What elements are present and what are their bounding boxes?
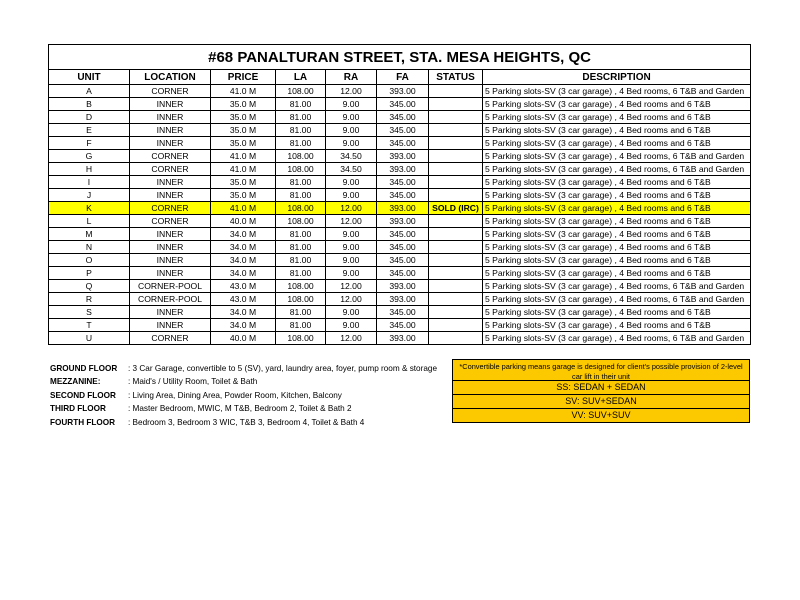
cell-status xyxy=(429,98,483,111)
cell-fa: 345.00 xyxy=(377,319,429,332)
cell-description: 5 Parking slots-SV (3 car garage) , 4 Bed rooms and 6 T&B xyxy=(483,202,751,215)
floor-value: : Master Bedroom, MWIC, M T&B, Bedroom 2, Toilet & Bath 2 xyxy=(128,404,352,414)
cell-unit: S xyxy=(49,306,130,319)
cell-status xyxy=(429,137,483,150)
column-header: FA xyxy=(377,70,429,85)
cell-status xyxy=(429,267,483,280)
price-list-sheet xyxy=(48,44,750,345)
cell-price: 35.0 M xyxy=(211,98,276,111)
cell-ra: 9.00 xyxy=(326,228,377,241)
cell-ra: 9.00 xyxy=(326,111,377,124)
cell-description: 5 Parking slots-SV (3 car garage) , 4 Bed rooms and 6 T&B xyxy=(483,319,751,332)
cell-location: CORNER xyxy=(130,85,211,98)
cell-ra: 9.00 xyxy=(326,124,377,137)
cell-status xyxy=(429,241,483,254)
cell-fa: 393.00 xyxy=(377,150,429,163)
cell-price: 41.0 M xyxy=(211,163,276,176)
cell-description: 5 Parking slots-SV (3 car garage) , 4 Bed rooms and 6 T&B xyxy=(483,254,751,267)
cell-location: CORNER xyxy=(130,332,211,345)
cell-unit: T xyxy=(49,319,130,332)
page-title: #68 PANALTURAN STREET, STA. MESA HEIGHTS, QC xyxy=(49,45,751,70)
floor-label: GROUND FLOOR xyxy=(50,364,118,373)
cell-la: 81.00 xyxy=(276,228,326,241)
cell-fa: 345.00 xyxy=(377,176,429,189)
cell-location: INNER xyxy=(130,254,211,267)
cell-price: 35.0 M xyxy=(211,176,276,189)
cell-ra: 9.00 xyxy=(326,254,377,267)
column-header: LOCATION xyxy=(130,70,211,85)
column-header: DESCRIPTION xyxy=(483,70,751,85)
cell-la: 81.00 xyxy=(276,137,326,150)
cell-unit: E xyxy=(49,124,130,137)
legend-item-vv: VV: SUV+SUV xyxy=(452,409,750,423)
cell-ra: 12.00 xyxy=(326,85,377,98)
floor-label: THIRD FLOOR xyxy=(50,404,106,414)
table-row xyxy=(49,306,751,319)
cell-unit: H xyxy=(49,163,130,176)
table-row xyxy=(49,293,751,306)
floor-label: MEZZANINE: xyxy=(50,377,101,387)
cell-la: 108.00 xyxy=(276,163,326,176)
cell-la: 81.00 xyxy=(276,241,326,254)
cell-location: INNER xyxy=(130,137,211,150)
cell-status xyxy=(429,150,483,163)
cell-location: CORNER-POOL xyxy=(130,293,211,306)
cell-fa: 345.00 xyxy=(377,137,429,150)
cell-la: 81.00 xyxy=(276,189,326,202)
cell-fa: 345.00 xyxy=(377,267,429,280)
cell-description: 5 Parking slots-SV (3 car garage) , 4 Bed rooms and 6 T&B xyxy=(483,98,751,111)
floor-value: : 3 Car Garage, convertible to 5 (SV), yard, laundry area, foyer, pump room & storage xyxy=(128,364,437,373)
cell-ra: 12.00 xyxy=(326,332,377,345)
cell-fa: 393.00 xyxy=(377,163,429,176)
cell-price: 41.0 M xyxy=(211,202,276,215)
cell-unit: R xyxy=(49,293,130,306)
cell-price: 34.0 M xyxy=(211,319,276,332)
table-row xyxy=(49,228,751,241)
cell-status xyxy=(429,332,483,345)
cell-la: 81.00 xyxy=(276,98,326,111)
cell-price: 40.0 M xyxy=(211,332,276,345)
cell-ra: 9.00 xyxy=(326,98,377,111)
cell-status xyxy=(429,189,483,202)
cell-price: 35.0 M xyxy=(211,137,276,150)
cell-status xyxy=(429,111,483,124)
cell-unit: F xyxy=(49,137,130,150)
cell-unit: J xyxy=(49,189,130,202)
cell-status xyxy=(429,124,483,137)
header-row xyxy=(49,70,751,85)
cell-la: 108.00 xyxy=(276,215,326,228)
cell-description: 5 Parking slots-SV (3 car garage) , 4 Bed rooms and 6 T&B xyxy=(483,228,751,241)
cell-unit: Q xyxy=(49,280,130,293)
convertible-parking-note: *Convertible parking means garage is designed for client's possible provision of 2-level car lift in their unit xyxy=(452,359,750,381)
cell-description: 5 Parking slots-SV (3 car garage) , 4 Bed rooms and 6 T&B xyxy=(483,124,751,137)
cell-location: INNER xyxy=(130,228,211,241)
cell-fa: 393.00 xyxy=(377,202,429,215)
table-row xyxy=(49,319,751,332)
cell-status xyxy=(429,306,483,319)
column-header: LA xyxy=(276,70,326,85)
cell-ra: 9.00 xyxy=(326,267,377,280)
cell-location: CORNER xyxy=(130,150,211,163)
cell-unit: M xyxy=(49,228,130,241)
floor-label: FOURTH FLOOR xyxy=(50,417,116,427)
cell-location: INNER xyxy=(130,267,211,280)
column-header: STATUS xyxy=(429,70,483,85)
cell-description: 5 Parking slots-SV (3 car garage) , 4 Bed rooms and 6 T&B xyxy=(483,176,751,189)
cell-status xyxy=(429,176,483,189)
cell-status xyxy=(429,319,483,332)
cell-ra: 12.00 xyxy=(326,280,377,293)
cell-fa: 393.00 xyxy=(377,293,429,306)
parking-legend xyxy=(452,359,750,423)
cell-location: CORNER xyxy=(130,215,211,228)
table-row xyxy=(49,254,751,267)
cell-fa: 393.00 xyxy=(377,85,429,98)
table-row xyxy=(49,176,751,189)
cell-location: INNER xyxy=(130,111,211,124)
cell-ra: 12.00 xyxy=(326,215,377,228)
cell-price: 35.0 M xyxy=(211,124,276,137)
cell-fa: 345.00 xyxy=(377,189,429,202)
cell-price: 41.0 M xyxy=(211,85,276,98)
cell-location: INNER xyxy=(130,98,211,111)
table-row xyxy=(49,163,751,176)
cell-price: 41.0 M xyxy=(211,150,276,163)
floor-row xyxy=(50,362,437,375)
floor-row xyxy=(50,416,437,429)
cell-fa: 345.00 xyxy=(377,241,429,254)
cell-status xyxy=(429,280,483,293)
cell-description: 5 Parking slots-SV (3 car garage) , 4 Bed rooms, 6 T&B and Garden xyxy=(483,293,751,306)
cell-ra: 12.00 xyxy=(326,293,377,306)
column-header: RA xyxy=(326,70,377,85)
units-table xyxy=(48,44,751,345)
cell-status xyxy=(429,215,483,228)
table-row xyxy=(49,189,751,202)
cell-price: 43.0 M xyxy=(211,293,276,306)
cell-unit: P xyxy=(49,267,130,280)
floor-value: : Bedroom 3, Bedroom 3 WIC, T&B 3, Bedroom 4, Toilet & Bath 4 xyxy=(128,417,365,427)
cell-unit: D xyxy=(49,111,130,124)
cell-ra: 34.50 xyxy=(326,150,377,163)
column-header: PRICE xyxy=(211,70,276,85)
cell-status xyxy=(429,163,483,176)
cell-status xyxy=(429,254,483,267)
cell-description: 5 Parking slots-SV (3 car garage) , 4 Bed rooms, 6 T&B and Garden xyxy=(483,332,751,345)
table-row xyxy=(49,111,751,124)
cell-unit: A xyxy=(49,85,130,98)
cell-description: 5 Parking slots-SV (3 car garage) , 4 Bed rooms and 6 T&B xyxy=(483,215,751,228)
cell-description: 5 Parking slots-SV (3 car garage) , 4 Bed rooms and 6 T&B xyxy=(483,111,751,124)
cell-ra: 9.00 xyxy=(326,176,377,189)
cell-la: 81.00 xyxy=(276,111,326,124)
cell-fa: 393.00 xyxy=(377,280,429,293)
cell-fa: 345.00 xyxy=(377,124,429,137)
cell-price: 34.0 M xyxy=(211,241,276,254)
floor-row xyxy=(50,402,437,415)
cell-ra: 9.00 xyxy=(326,241,377,254)
cell-fa: 345.00 xyxy=(377,98,429,111)
cell-status: SOLD (IRC) xyxy=(429,202,483,215)
cell-price: 35.0 M xyxy=(211,189,276,202)
cell-la: 108.00 xyxy=(276,150,326,163)
cell-ra: 9.00 xyxy=(326,319,377,332)
cell-la: 81.00 xyxy=(276,254,326,267)
cell-description: 5 Parking slots-SV (3 car garage) , 4 Bed rooms, 6 T&B and Garden xyxy=(483,163,751,176)
cell-fa: 393.00 xyxy=(377,332,429,345)
cell-price: 43.0 M xyxy=(211,280,276,293)
table-row xyxy=(49,215,751,228)
table-row xyxy=(49,241,751,254)
cell-location: CORNER xyxy=(130,163,211,176)
floor-row xyxy=(50,389,437,402)
cell-fa: 345.00 xyxy=(377,306,429,319)
cell-location: INNER xyxy=(130,189,211,202)
cell-description: 5 Parking slots-SV (3 car garage) , 4 Bed rooms, 6 T&B and Garden xyxy=(483,150,751,163)
cell-la: 81.00 xyxy=(276,306,326,319)
cell-location: CORNER-POOL xyxy=(130,280,211,293)
cell-unit: G xyxy=(49,150,130,163)
cell-unit: O xyxy=(49,254,130,267)
cell-fa: 345.00 xyxy=(377,254,429,267)
cell-status xyxy=(429,293,483,306)
cell-la: 81.00 xyxy=(276,176,326,189)
table-row xyxy=(49,267,751,280)
cell-unit: I xyxy=(49,176,130,189)
cell-ra: 9.00 xyxy=(326,137,377,150)
cell-description: 5 Parking slots-SV (3 car garage) , 4 Bed rooms, 6 T&B and Garden xyxy=(483,280,751,293)
cell-price: 34.0 M xyxy=(211,267,276,280)
table-row xyxy=(49,124,751,137)
cell-la: 108.00 xyxy=(276,85,326,98)
table-row xyxy=(49,85,751,98)
cell-fa: 393.00 xyxy=(377,215,429,228)
legend-item-sv: SV: SUV+SEDAN xyxy=(452,395,750,409)
cell-status xyxy=(429,85,483,98)
cell-description: 5 Parking slots-SV (3 car garage) , 4 Bed rooms and 6 T&B xyxy=(483,137,751,150)
floor-descriptions xyxy=(50,362,437,429)
floor-value: : Maid's / Utility Room, Toilet & Bath xyxy=(128,377,258,387)
cell-la: 108.00 xyxy=(276,202,326,215)
table-row xyxy=(49,280,751,293)
cell-price: 34.0 M xyxy=(211,228,276,241)
cell-la: 108.00 xyxy=(276,293,326,306)
cell-unit: K xyxy=(49,202,130,215)
cell-price: 34.0 M xyxy=(211,306,276,319)
cell-la: 108.00 xyxy=(276,280,326,293)
cell-la: 81.00 xyxy=(276,267,326,280)
floor-label: SECOND FLOOR xyxy=(50,390,116,400)
table-row xyxy=(49,332,751,345)
table-row xyxy=(49,137,751,150)
cell-ra: 34.50 xyxy=(326,163,377,176)
cell-description: 5 Parking slots-SV (3 car garage) , 4 Bed rooms and 6 T&B xyxy=(483,241,751,254)
cell-la: 81.00 xyxy=(276,319,326,332)
cell-location: INNER xyxy=(130,124,211,137)
cell-description: 5 Parking slots-SV (3 car garage) , 4 Bed rooms and 6 T&B xyxy=(483,267,751,280)
cell-location: INNER xyxy=(130,241,211,254)
cell-fa: 345.00 xyxy=(377,228,429,241)
table-row xyxy=(49,202,751,215)
cell-unit: L xyxy=(49,215,130,228)
table-row xyxy=(49,98,751,111)
cell-description: 5 Parking slots-SV (3 car garage) , 4 Bed rooms, 6 T&B and Garden xyxy=(483,85,751,98)
cell-location: INNER xyxy=(130,306,211,319)
cell-unit: U xyxy=(49,332,130,345)
cell-fa: 345.00 xyxy=(377,111,429,124)
cell-la: 108.00 xyxy=(276,332,326,345)
cell-status xyxy=(429,228,483,241)
cell-location: CORNER xyxy=(130,202,211,215)
cell-price: 40.0 M xyxy=(211,215,276,228)
cell-ra: 9.00 xyxy=(326,306,377,319)
cell-location: INNER xyxy=(130,176,211,189)
cell-ra: 12.00 xyxy=(326,202,377,215)
cell-location: INNER xyxy=(130,319,211,332)
table-row xyxy=(49,150,751,163)
cell-price: 34.0 M xyxy=(211,254,276,267)
cell-unit: B xyxy=(49,98,130,111)
floor-value: : Living Area, Dining Area, Powder Room, Kitchen, Balcony xyxy=(128,390,342,400)
cell-description: 5 Parking slots-SV (3 car garage) , 4 Bed rooms and 6 T&B xyxy=(483,306,751,319)
legend-item-ss: SS: SEDAN + SEDAN xyxy=(452,381,750,395)
cell-description: 5 Parking slots-SV (3 car garage) , 4 Bed rooms and 6 T&B xyxy=(483,189,751,202)
column-header: UNIT xyxy=(49,70,130,85)
cell-price: 35.0 M xyxy=(211,111,276,124)
floor-row xyxy=(50,375,437,388)
cell-ra: 9.00 xyxy=(326,189,377,202)
cell-la: 81.00 xyxy=(276,124,326,137)
cell-unit: N xyxy=(49,241,130,254)
